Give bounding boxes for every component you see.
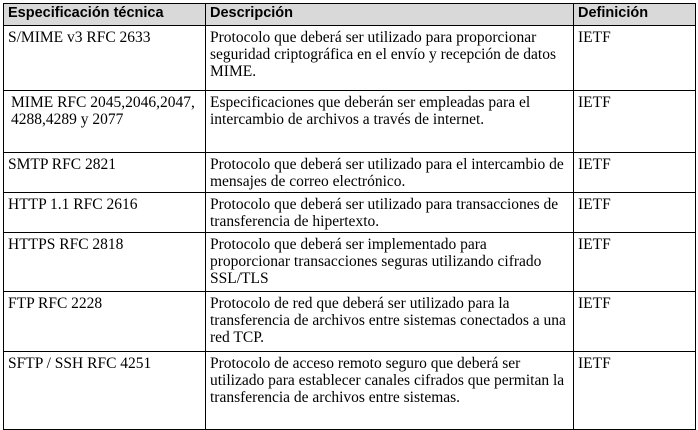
definition-cell: IETF: [574, 193, 696, 233]
spec-cell: HTTP 1.1 RFC 2616: [4, 193, 206, 233]
description-cell: Protocolo de acceso remoto seguro que deberá ser utilizado para establecer canales cifrados que permitan la transferencia de archivos entre sistemas.: [206, 352, 574, 430]
definition-cell: IETF: [574, 91, 696, 153]
description-cell: Protocolo de red que deberá ser utilizado para la transferencia de archivos entre sistemas conectados a una red TCP.: [206, 292, 574, 352]
header-row: [4, 4, 696, 26]
spec-cell: MIME RFC 2045,2046,2047, 4288,4289 y 2077: [4, 91, 206, 153]
definition-cell: IETF: [574, 153, 696, 193]
table-row: [4, 233, 696, 292]
spec-cell: FTP RFC 2228: [4, 292, 206, 352]
definition-cell: IETF: [574, 233, 696, 292]
spec-cell: S/MIME v3 RFC 2633: [4, 26, 206, 91]
description-cell: Protocolo que deberá ser utilizado para proporcionar seguridad criptográfica en el envío y recepción de datos MIME.: [206, 26, 574, 91]
table-row: [4, 91, 696, 153]
table-body: [4, 26, 696, 430]
description-cell: Protocolo que deberá ser utilizado para transacciones de transferencia de hipertexto.: [206, 193, 574, 233]
table-header: [4, 4, 696, 26]
spec-cell: HTTPS RFC 2818: [4, 233, 206, 292]
header-spec: Especificación técnica: [4, 4, 206, 26]
definition-cell: IETF: [574, 26, 696, 91]
description-cell: Protocolo que deberá ser implementado para proporcionar transacciones seguras utilizando cifrado SSL/TLS: [206, 233, 574, 292]
specifications-table: [3, 3, 696, 430]
table-row: [4, 26, 696, 91]
spec-cell: SFTP / SSH RFC 4251: [4, 352, 206, 430]
definition-cell: IETF: [574, 352, 696, 430]
header-description: Descripción: [206, 4, 574, 26]
spec-cell: SMTP RFC 2821: [4, 153, 206, 193]
description-cell: Protocolo que deberá ser utilizado para el intercambio de mensajes de correo electrónico.: [206, 153, 574, 193]
table-row: [4, 153, 696, 193]
table-row: [4, 352, 696, 430]
definition-cell: IETF: [574, 292, 696, 352]
description-cell: Especificaciones que deberán ser empleadas para el intercambio de archivos a través de internet.: [206, 91, 574, 153]
table-row: [4, 193, 696, 233]
table-row: [4, 292, 696, 352]
header-definition: Definición: [574, 4, 696, 26]
